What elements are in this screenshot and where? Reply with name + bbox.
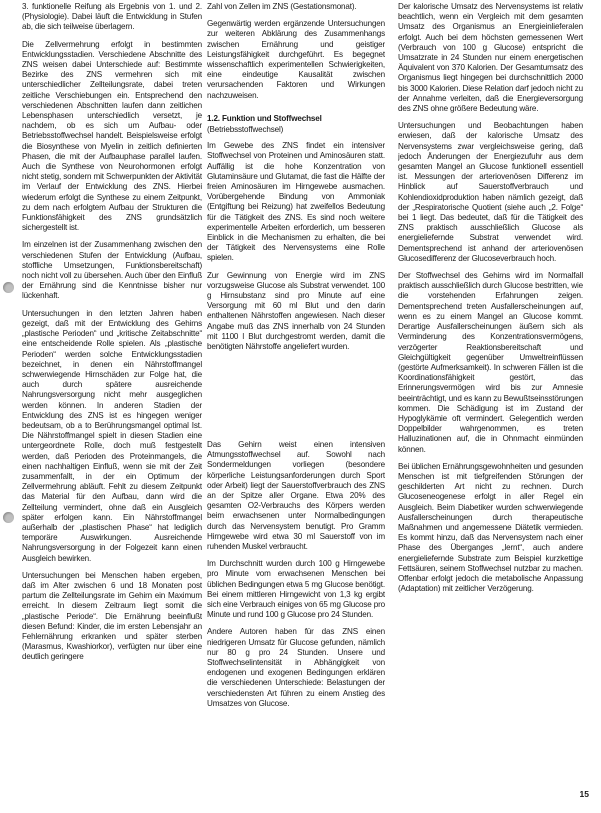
page-number: 15	[579, 789, 589, 799]
paragraph: Gegenwärtig werden ergänzende Untersuchungen zur weiteren Abklärung des Zusammenhangs zwischen Ernährung und geistiger Leistungsfähigkeit durchgeführt. Es begegnet wissenschaftlich experimentellen Schwierigkeiten, eine eindeutige Kausalität zwischen verursachenden Faktoren und Wirkungen nachzuweisen.	[207, 19, 385, 100]
paragraph: Untersuchungen und Beobachtungen haben erwiesen, daß der kalorische Umsatz des Nervensystems zwar vergleichsweise gering, daß jedoch Änderungen der Energiezufuhr aus dem gesamten Mangel an Glucose funktionell essentiell ist. Messungen der arteriovenösen Differenz im Hinblick auf Sauerstoffverbrauch und Kohlendioxidproduktion haben nämlich gezeigt, daß der „Respiratorische Quotient (siehe auch „2. Folge“ bei 1 liegt. Das bedeutet, daß für die Tätigkeit des ZNS praktisch ausschließlich Glucose als energieliefernde Substrat verwendet wird. Dementsprechend ist anhand der arteriovenösen Glucosedifferenz der Glucoseverbrauch hoch.	[398, 121, 583, 263]
paragraph: Der Stoffwechsel des Gehirns wird im Normalfall praktisch ausschließlich durch Glucose bestritten, wie die vorstehenden Erfahrungen zeigen. Dementsprechend treten Ausfallerscheinungen auf, wenn es zu einem Mangel an Glucose kommt. Derartige Ausfallerscheinungen äußern sich als Verminderung des Konzentrationsvermögens, verzögerter Reaktionsbereitschaft und Gleichgültigkeit gegenüber Umweltreinflüssen (gestörte Aufmerksamkeit). In schweren Fällen ist die Koordinationsfähigkeit gestört, das Erinnerungsvermögen wird bis zur Amnesie beeinträchtigt, und es kann zu Bewußtseinsstörungen kommen. Die Schädigung ist im Zustand der Hypoglykämie oft vermindert. Gelegentlich werden Doppelbilder wahrgenommen, es treten Halluzinationen auf, die in Ohnmacht einmünden können.	[398, 271, 583, 454]
punch-hole-top	[3, 282, 14, 293]
paragraph: Das Gehirn weist einen intensiven Atmungsstoffwechsel auf. Sowohl nach Sondermeldungen vorliegen (besondere körperliche Leistungsanforderungen durch Sport oder Arbeit) liegt der Sauerstoffverbrauch des ZNS an der Spitze aller Organe. Etwa 20% des gesamten O2-Verbrauchs des Körpers werden beim erwachsenen unter Normalbedingungen durch das Nervensystem benutigt. Pro Gramm Hirngewebe wird etwa 30 ml Sauerstoff von im ruhenden Muskel verbraucht.	[207, 440, 385, 552]
paragraph: 3. funktionelle Reifung als Ergebnis von 1. und 2. (Physiologie). Dabei läuft die Entwicklung in Stufen ab, die sich teilweise überlagern.	[22, 2, 202, 32]
punch-hole-bottom	[3, 512, 14, 523]
column-middle-lower	[207, 440, 385, 800]
paragraph: Im Durchschnitt wurden durch 100 g Hirngewebe pro Minute vom erwachsenen Menschen bei üblichen Bedingungen etwa 5 mg Glucose benötigt. Bei einem mittleren Hirngewicht von 1,3 kg ergibt sich eine Verbrauch einiges von 65 mg Glucose pro Minute und rund 100 g Glucose pro 24 Stunden.	[207, 559, 385, 620]
paragraph: Untersuchungen in den letzten Jahren haben gezeigt, daß mit der Entwicklung des Gehirns „plastische Perioden“ und „kritische Zeitabschnitte“ eine entscheidende Rolle spielen. Als „plastische Perioden“ werden solche Entwicklungsstadien bezeichnet, in denen ein Nährstoffmangel schwerwiegende Hirnschäden zur Folge hat, die auch durch spätere ausreichende Nahrungsversorgung nicht mehr ausgeglichen werden können. In anderen Stadien der Entwicklung des ZNS ist es hingegen weniger bedeutsam, ob a to Berührungsmangel optimal Ist. Die Nährstoffmangel spielt in diesen Stadien eine untergeordnete Rolle, doch muß festgestellt werden, daß Perioden des Proteinmangels, die einen nachhaltigen Einfluß, wenn sie mit der Zeit zusammenfallt, in der ein Optimum der Zellvermehrung abläuft. Fehlt zu diesem Zeitpunkt das Material für den Aufbau, dann wird die Zellteilung vermindert, ohne daß ein Ausgleich später erfolgen kann. Ein Nährstoffmangel außerhalb der „plastischen Phase“ hat lediglich temporäre Auswirkungen. Ausreichende Nahrungsversorgung in der Folgezeit kann einen Ausgleich bewirken.	[22, 308, 202, 563]
paragraph: Im einzelnen ist der Zusammenhang zwischen den verschiedenen Stufen der Entwicklung (Aufbau, stoffliche Umsetzungen, Funktionsbereitschaft) noch nicht voll zu übersehen. Auch über den Einfluß der Ernährung sind die Kenntnisse bisher nur lückenhaft.	[22, 240, 202, 301]
paragraph: Untersuchungen bei Menschen haben ergeben, daß im Alter zwischen 6 und 18 Monaten post partum die Zellteilungsrate im Gehirn ein Maximum erreicht. In diesem Zeitraum liegt somit die „plastische Periode“. Die Ernährung beeinflußt diesen Befund: Kinder, die im ersten Lebensjahr an Fehlernährung erkranken und später sterben (Marasmus, Kwashiorkor), verfügten nur über eine deutlich geringere	[22, 570, 202, 662]
section-heading: 1.2. Funktion und Stoffwechsel	[207, 113, 322, 123]
column-right	[398, 2, 583, 812]
column-middle	[207, 2, 385, 432]
section-subheading: (Betriebsstoffwechsel)	[207, 125, 284, 135]
paragraph: Zur Gewinnung von Energie wird im ZNS vorzugsweise Glucose als Substrat verwendet. 100 g Hirnsubstanz sind pro Minute auf eine Versorgung mit 60 ml Blut und den darin enthaltenen Nährstoffen angewiesen. Nach dieser Angabe muß das ZNS innerhalb von 24 Stunden mit 1100 l Blut durchgestromt werden, damit die benötigten Nährstoffe angeliefert wurden.	[207, 270, 385, 352]
paragraph: Andere Autoren haben für das ZNS einen niedrigeren Umsatz für Glucose gefunden, nämlich nur 80 g pro 24 Stunden. Unsere und Stoffwechselintensität in Abhängigkeit von endogenen und exogenen Bedingungen erklären die verschiedenen Unterschiede: Belastungen der verschiedensten Art führen zu einem Anstieg des Umsatzes von Glucose.	[207, 627, 385, 708]
paragraph: Im Gewebe des ZNS findet ein intensiver Stoffwechsel von Proteinen und Aminosäuren statt. Auffällig ist die hohe Konzentration von Glutaminsäure und Glutamat, die fast die Hälfte der freien Aminosäuren im Hirngewebe ausmachen. Vorübergehende Bindung von Ammoniak (Entgiftung bei Reizung) hat zweifellos Bedeutung für die Tätigkeit des ZNS. Es sind noch weitere experimentelle Arbeiten erforderlich, um besseren Einblick in die Mechanismen zu erhalten, die bei der Tätigkeit des Nervensystems eine Rolle spielen.	[207, 141, 385, 263]
paragraph: Der kalorische Umsatz des Nervensystems ist relativ beachtlich, wenn ein Vergleich mit dem gesamten Umsatz des Organismus an Energieinlieferalen erfolgt. Auch bei dem höchsten gemessenen Wert (Verbrauch von 100 g Glucose) entspricht die Umsatzrate in 24 Stunden nur einem energetischen Äquivalent von 370 Kalorien. Der Gesamtumsatz des Organismus liegt hingegen bei durchschnittlich 2000 bis 3000 Kalorien. Diese Relation darf jedoch nicht zu der Annahme verleiten, daß die Energieversorgung des ZNS ohne größere Bedeutung wäre.	[398, 2, 583, 114]
paragraph: Die Zellvermehrung erfolgt in bestimmten Entwicklungsstadien. Verschiedene Abschnitte des ZNS weisen dabei Unterschiede auf: Bestimmte Bezirke des ZNS vermehren sich mit unterschiedlicher Zellteilungsrate, dabei treten zeitliche Verschiebungen ein. Entsprechend den verschiedenen Abschnitten laufen dann zeitlichen Lebensphasen unterschiedlich versetzt, je nachdem, ob es sich um Aufbau- oder Betriebsstoffwechsel handelt. Beispielsweise erfolgt die Biosynthese von Myelin in zeitlich definierten Phasen, die mit der Aufbauphase parallel laufen. Auch die Synthese von Neurohormonen erfolgt nicht stetig, sondern mit Schwerpunkten der Aktivität im Verlauf der Entwicklung des ZNS. Hierbei wiederum erfolgt die Synthese zu einem Zeitpunkt, zu dem nach erfolgtem Aufbau der Strukturen die Funktionsfähigkeit des ZNS grundsätzlich sichergestellt ist.	[22, 39, 202, 233]
paragraph: Bei üblichen Ernährungsgewohnheiten und gesunden Menschen ist mit tiefgreifenden Störungen der geschilderten Art nicht zu rechnen. Durch Glucoseneogenese erfolgt in aller Regel ein Ausgleich. Beim Diabetiker wurden schwerwiegende Ausfallerscheinungen durch therapeutische Maßnahmen und angemessene Diätetik vermieden. Es kommt hinzu, daß das Nervensystem nach einer Phase des Überganges „lernt“, auch andere energieliefernde Substrate zum Beispiel kurzkettige Fettsäuren, seinem Stoffwechsel nutzbar zu machen. Offenbar erfolgt jedoch die metabolische Anpassung (Adaptation) mit zeitlicher Verzögerung.	[398, 461, 583, 594]
paragraph: Zahl von Zellen im ZNS (Gestationsmonat).	[207, 2, 357, 11]
column-left	[22, 2, 202, 810]
